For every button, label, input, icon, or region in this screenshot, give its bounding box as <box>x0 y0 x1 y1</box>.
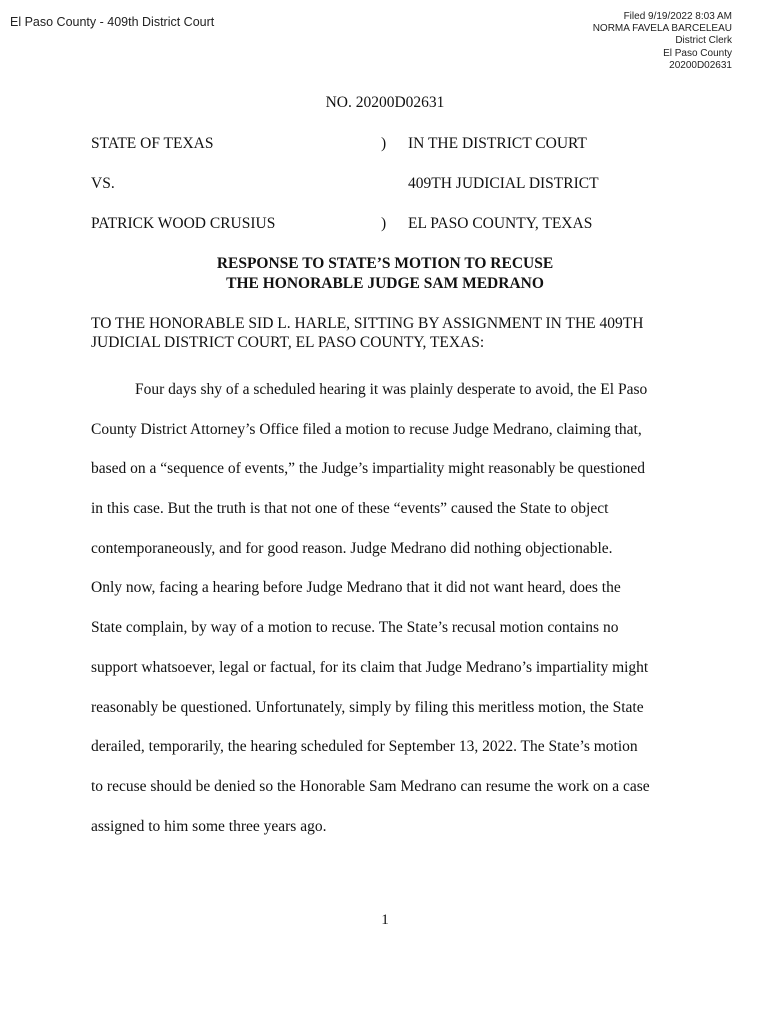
caption-party: VS. <box>91 175 115 192</box>
caption-court: 409TH JUDICIAL DISTRICT <box>408 175 599 192</box>
filing-stamp-line: NORMA FAVELA BARCELEAU <box>592 23 732 35</box>
court-address-line: TO THE HONORABLE SID L. HARLE, SITTING BY ASSIGNMENT IN THE 409TH <box>91 315 644 332</box>
body-line: support whatsoever, legal or factual, for its claim that Judge Medrano’s impartiality might <box>91 658 649 676</box>
case-number: NO. 20200D02631 <box>325 94 445 111</box>
body-line: based on a “sequence of events,” the Judge’s impartiality might reasonably be questioned <box>91 460 645 478</box>
body-line: reasonably be questioned. Unfortunately, simply by filing this meritless motion, the State <box>91 698 644 716</box>
body-line: State complain, by way of a motion to recuse. The State’s recusal motion contains no <box>91 619 619 637</box>
body-line: to recuse should be denied so the Honorable Sam Medrano can resume the work on a case <box>91 777 650 795</box>
court-address <box>91 314 691 352</box>
document-title-line: THE HONORABLE JUDGE SAM MEDRANO <box>226 275 544 292</box>
caption-party: PATRICK WOOD CRUSIUS <box>91 215 276 232</box>
body-line: Only now, facing a hearing before Judge Medrano that it did not want heard, does the <box>91 579 621 597</box>
court-address-line: JUDICIAL DISTRICT COURT, EL PASO COUNTY, TEXAS: <box>91 334 485 351</box>
body-line: contemporaneously, and for good reason. Judge Medrano did nothing objectionable. <box>91 539 613 557</box>
body-paragraph <box>91 370 691 846</box>
filing-stamp-line: El Paso County <box>663 47 732 59</box>
filing-stamp-line: District Clerk <box>675 35 732 47</box>
caption-party: STATE OF TEXAS <box>91 135 214 152</box>
caption-row <box>91 135 711 155</box>
body-line: in this case. But the truth is that not one of these “events” caused the State to object <box>91 500 609 518</box>
filing-stamp-line: 20200D02631 <box>669 59 732 71</box>
document-title <box>0 254 770 294</box>
caption-row <box>91 175 711 195</box>
body-line: Four days shy of a scheduled hearing it was plainly desperate to avoid, the El Paso <box>135 381 648 398</box>
caption-court: IN THE DISTRICT COURT <box>408 135 587 152</box>
caption-court: EL PASO COUNTY, TEXAS <box>408 215 593 232</box>
filing-stamp-line: Filed 9/19/2022 8:03 AM <box>623 11 732 22</box>
body-line: assigned to him some three years ago. <box>91 817 327 835</box>
caption-separator: ) <box>381 215 387 232</box>
caption-separator: ) <box>381 135 387 152</box>
document-title-line: RESPONSE TO STATE’S MOTION TO RECUSE <box>216 255 554 272</box>
caption-row <box>91 215 711 235</box>
filing-stamp <box>593 11 732 72</box>
body-line: derailed, temporarily, the hearing scheduled for September 13, 2022. The State’s motion <box>91 738 638 756</box>
court-header-label: El Paso County - 409th District Court <box>10 15 215 29</box>
body-line: County District Attorney’s Office filed a motion to recuse Judge Medrano, claiming that, <box>91 420 642 438</box>
page-number: 1 <box>381 912 389 928</box>
